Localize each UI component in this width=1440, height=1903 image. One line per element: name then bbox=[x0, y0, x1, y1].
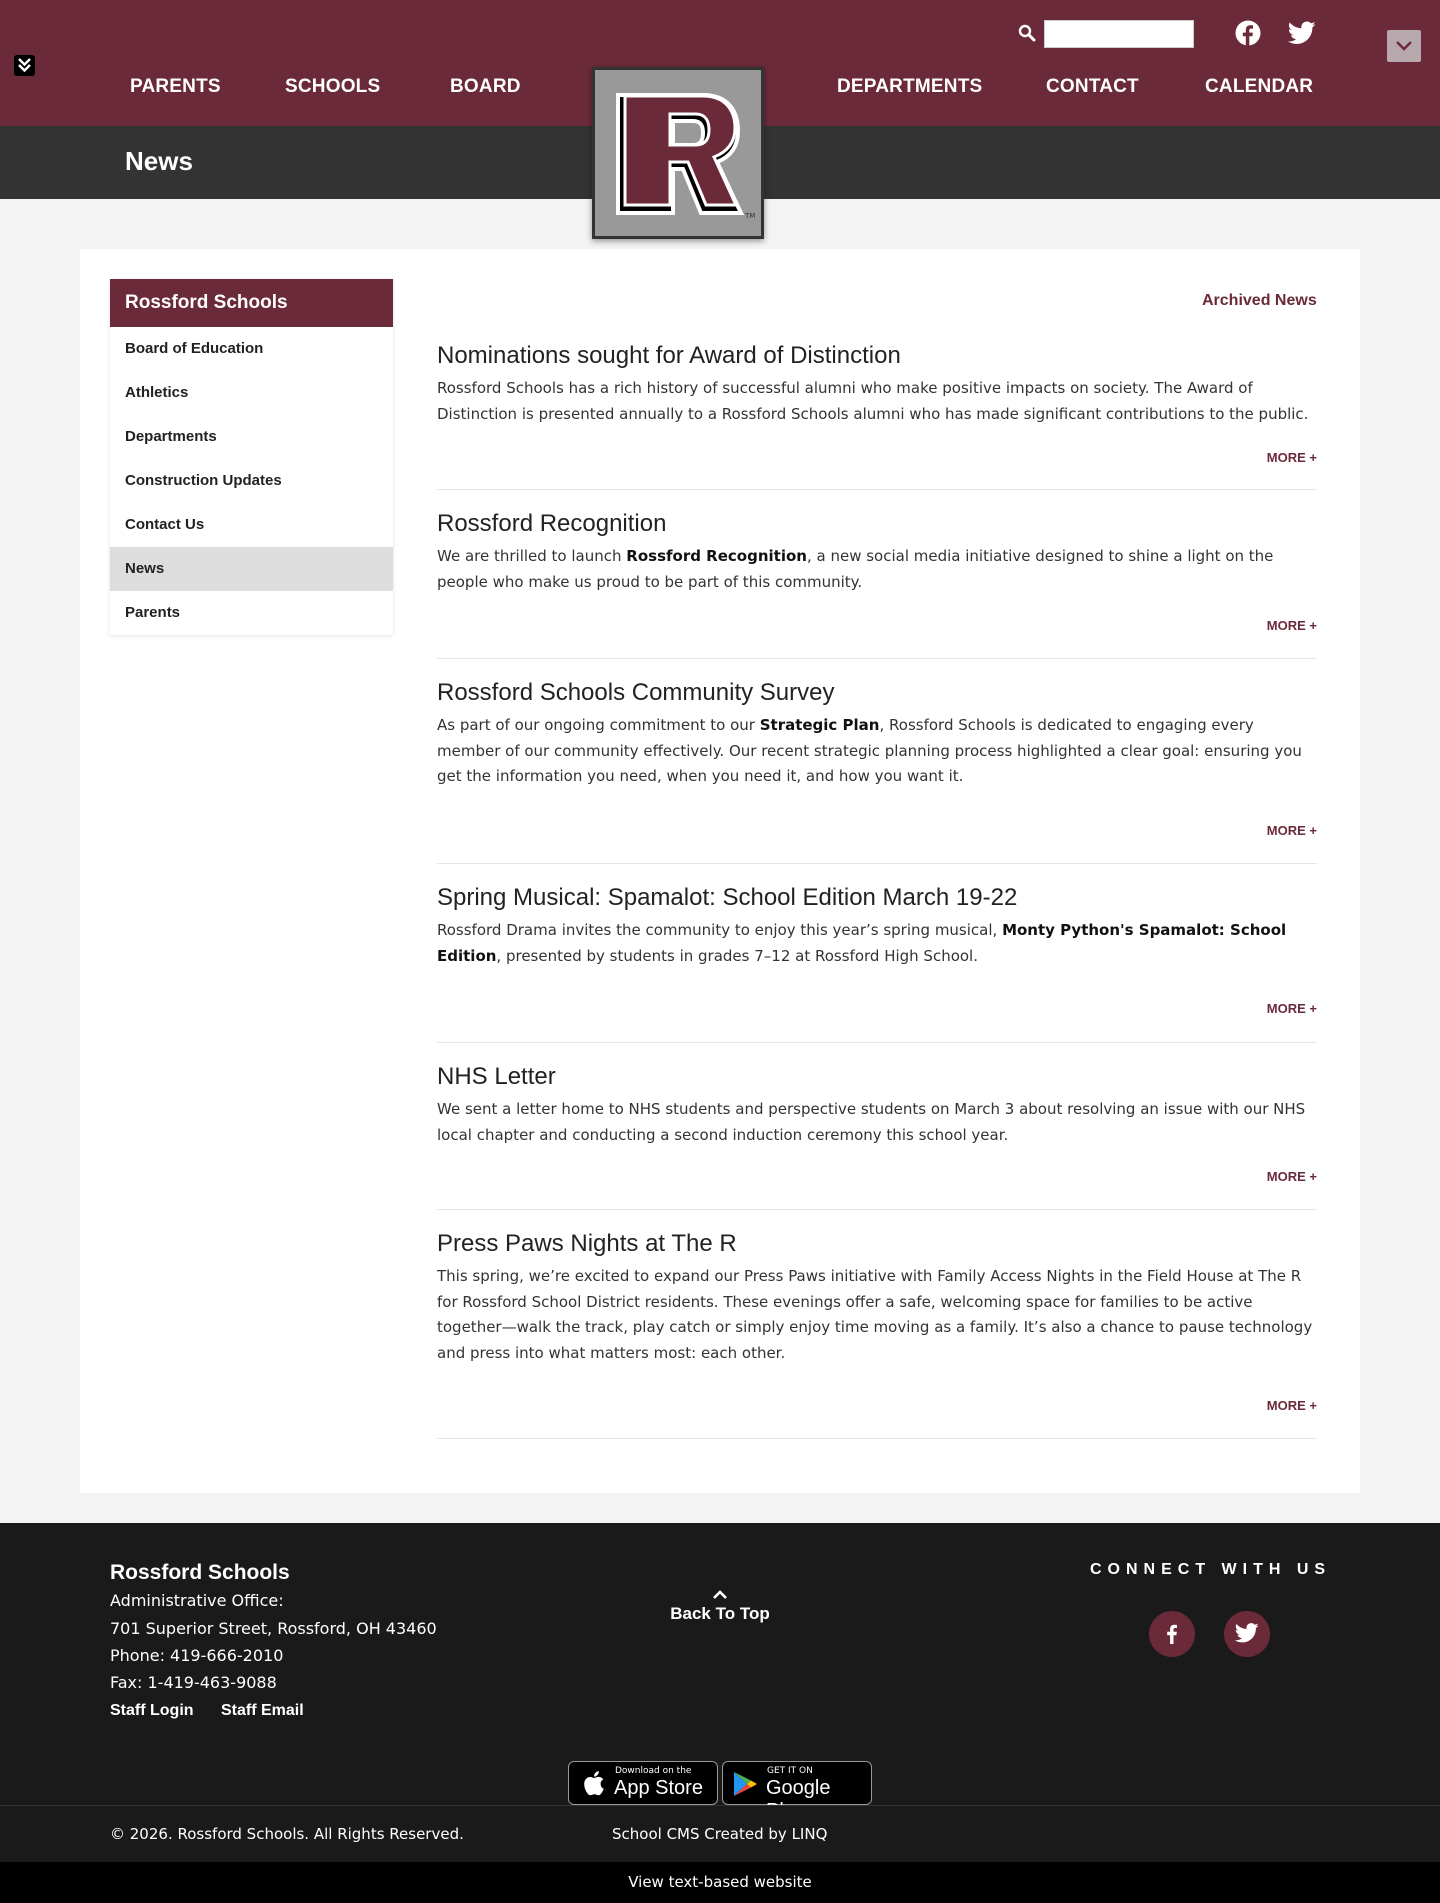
staff-login-link[interactable]: Staff Login bbox=[110, 1702, 194, 1719]
article-summary bbox=[437, 713, 1317, 790]
news-article bbox=[437, 659, 1317, 864]
article-summary-text: , a new social media initiative designed to shine a light on the people who make us proud to be part of this community. bbox=[437, 547, 1274, 591]
r-logo-icon bbox=[595, 70, 761, 236]
article-summary bbox=[437, 376, 1317, 427]
footer-facebook-button[interactable] bbox=[1149, 1611, 1195, 1657]
article-summary-text: , presented by students in grades 7–12 at Rossford High School. bbox=[496, 946, 978, 965]
article-summary-text: , Rossford Schools is dedicated to engaging every member of our community effectively. Our recent strategic planning process highlighted a clear goal: ensuring you get the information you need, when you need it, and how you want it. bbox=[437, 716, 1302, 785]
sidebar-item-board-of-education[interactable]: Board of Education bbox=[125, 340, 264, 357]
staff-email-link[interactable]: Staff Email bbox=[221, 1702, 304, 1719]
sidebar-item-construction-updates[interactable]: Construction Updates bbox=[125, 472, 282, 489]
google-play-badge[interactable] bbox=[722, 1761, 872, 1805]
search-input[interactable] bbox=[1044, 20, 1194, 48]
article-summary-emphasis: Rossford Recognition bbox=[626, 547, 807, 565]
sidebar-heading[interactable]: Rossford Schools bbox=[110, 279, 393, 327]
connect-heading: CONNECT WITH US bbox=[1090, 1561, 1332, 1578]
more-link[interactable]: MORE + bbox=[1266, 1001, 1317, 1016]
copyright-text: © 2026. Rossford Schools. All Rights Reserved. bbox=[110, 1825, 464, 1843]
archived-news-link[interactable]: Archived News bbox=[1202, 292, 1317, 309]
news-article bbox=[437, 1043, 1317, 1210]
article-summary-text: Rossford Drama invites the community to enjoy this year’s spring musical, bbox=[437, 921, 1003, 939]
more-link[interactable]: MORE + bbox=[1266, 1398, 1317, 1413]
content-card bbox=[80, 249, 1360, 1493]
text-based-site-link[interactable]: View text-based website bbox=[0, 1862, 1440, 1903]
more-link[interactable]: MORE + bbox=[1266, 450, 1317, 465]
nav-board[interactable]: BOARD bbox=[450, 76, 521, 97]
article-summary-text: We sent a letter home to NHS students and perspective students on March 3 about resolving an issue with our NHS local chapter and conducting a second induction ceremony this school year. bbox=[437, 1100, 1306, 1144]
app-store-small-text: Download on the bbox=[615, 1766, 692, 1776]
twitter-icon[interactable] bbox=[1288, 20, 1316, 46]
google-play-small-text: GET IT ON bbox=[767, 1766, 813, 1776]
search-icon[interactable] bbox=[1018, 24, 1036, 42]
article-summary-text: We are thrilled to launch bbox=[437, 547, 627, 565]
article-title[interactable]: Rossford Schools Community Survey bbox=[437, 679, 835, 706]
footer-address: 701 Superior Street, Rossford, OH 43460 bbox=[110, 1619, 437, 1638]
page-title: News bbox=[125, 146, 193, 176]
news-article bbox=[437, 341, 1317, 490]
article-summary bbox=[437, 1264, 1317, 1366]
article-summary-text: As part of our ongoing commitment to our bbox=[437, 716, 760, 734]
sidebar-nav bbox=[110, 279, 393, 635]
article-title[interactable]: Rossford Recognition bbox=[437, 510, 667, 537]
article-title[interactable]: Spring Musical: Spamalot: School Edition March 19-22 bbox=[437, 884, 1018, 911]
nav-contact[interactable]: CONTACT bbox=[1046, 76, 1139, 97]
sidebar-item-departments[interactable]: Departments bbox=[125, 428, 217, 445]
facebook-icon bbox=[1160, 1622, 1184, 1646]
sidebar-item-news[interactable]: News bbox=[110, 547, 393, 591]
news-article bbox=[437, 1210, 1317, 1439]
article-summary-emphasis: Monty Python's Spamalot: School Edition bbox=[437, 921, 1287, 965]
more-link[interactable]: MORE + bbox=[1266, 1169, 1317, 1184]
footer-phone: Phone: 419-666-2010 bbox=[110, 1646, 284, 1665]
facebook-icon[interactable] bbox=[1235, 20, 1261, 46]
sidebar-item-parents[interactable]: Parents bbox=[125, 604, 181, 621]
more-link[interactable]: MORE + bbox=[1266, 618, 1317, 633]
footer-district-name: Rossford Schools bbox=[110, 1561, 290, 1584]
quick-links-toggle[interactable] bbox=[1387, 30, 1421, 62]
footer-fax: Fax: 1-419-463-9088 bbox=[110, 1673, 277, 1692]
article-title[interactable]: Nominations sought for Award of Distinction bbox=[437, 342, 901, 369]
back-to-top-button[interactable] bbox=[660, 1588, 780, 1624]
article-summary-text: This spring, we’re excited to expand our Press Paws initiative with Family Access Nights in the Field House at The R for Rossford School District residents. These evenings offer a safe, welcoming space for families to be active together—walk the track, play catch or simply enjoy time moving as a family. It’s also a chance to pause technology and press into what matters most: each other. bbox=[437, 1267, 1313, 1362]
article-summary bbox=[437, 544, 1317, 595]
article-summary-text: Rossford Schools has a rich history of successful alumni who make positive impacts on society. The Award of Distinction is presented annually to a Rossford Schools alumni who has made significant contributions to the public. bbox=[437, 379, 1309, 423]
cms-credit-link[interactable]: School CMS Created by LINQ bbox=[612, 1825, 828, 1843]
article-summary bbox=[437, 918, 1317, 969]
chevron-up-icon bbox=[711, 1588, 729, 1600]
article-summary bbox=[437, 1097, 1317, 1148]
more-link[interactable]: MORE + bbox=[1266, 823, 1317, 838]
district-logo[interactable] bbox=[592, 67, 764, 239]
sidebar-item-contact-us[interactable]: Contact Us bbox=[125, 516, 205, 533]
google-play-big-text: Google bbox=[766, 1777, 831, 1799]
news-article bbox=[437, 490, 1317, 659]
google-play-icon bbox=[731, 1770, 759, 1798]
chevron-down-icon bbox=[1394, 37, 1414, 55]
twitter-icon bbox=[1235, 1622, 1259, 1644]
app-store-big-text: App Store bbox=[614, 1777, 703, 1799]
nav-parents[interactable]: PARENTS bbox=[130, 76, 221, 97]
footer-twitter-button[interactable] bbox=[1224, 1611, 1270, 1657]
double-chevron-down-icon bbox=[14, 55, 35, 76]
nav-schools[interactable]: SCHOOLS bbox=[285, 76, 381, 97]
svg-text:TM: TM bbox=[745, 212, 756, 220]
nav-departments[interactable]: DEPARTMENTS bbox=[837, 76, 983, 97]
app-store-badge[interactable] bbox=[568, 1761, 718, 1805]
sidebar-item-athletics[interactable]: Athletics bbox=[125, 384, 189, 401]
article-title[interactable]: Press Paws Nights at The R bbox=[437, 1230, 737, 1257]
article-summary-emphasis: Strategic Plan bbox=[759, 716, 880, 734]
menu-toggle-button[interactable] bbox=[14, 55, 35, 76]
footer-office-label: Administrative Office: bbox=[110, 1591, 284, 1610]
back-to-top-label: Back To Top bbox=[670, 1604, 770, 1623]
nav-calendar[interactable]: CALENDAR bbox=[1205, 76, 1314, 97]
apple-icon bbox=[581, 1769, 605, 1797]
copyright-bar bbox=[0, 1805, 1440, 1862]
article-title[interactable]: NHS Letter bbox=[437, 1063, 556, 1090]
site-footer bbox=[0, 1523, 1440, 1805]
news-article bbox=[437, 864, 1317, 1043]
news-list bbox=[437, 341, 1317, 1439]
